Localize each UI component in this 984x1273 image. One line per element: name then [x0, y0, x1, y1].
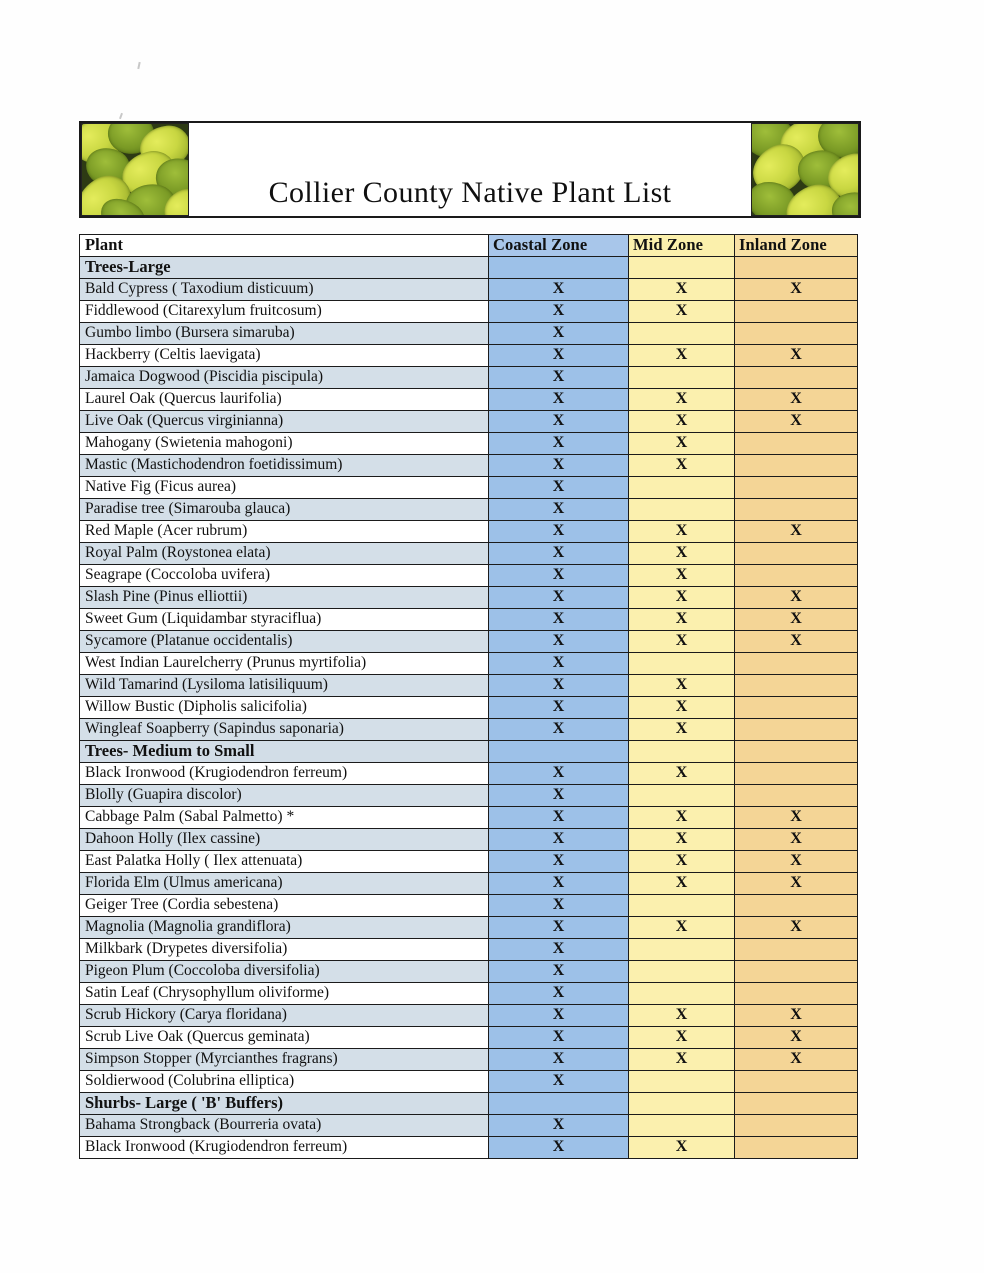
inland-zone-cell	[735, 1115, 858, 1137]
coastal-zone-cell: X	[489, 499, 629, 521]
inland-zone-cell	[735, 477, 858, 499]
plant-name-cell: Mastic (Mastichodendron foetidissimum)	[80, 455, 489, 477]
coastal-zone-cell: X	[489, 961, 629, 983]
coastal-zone-cell: X	[489, 565, 629, 587]
plant-name-cell: Scrub Live Oak (Quercus geminata)	[80, 1027, 489, 1049]
inland-zone-cell	[735, 697, 858, 719]
plant-name-cell: Bald Cypress ( Taxodium disticuum)	[80, 279, 489, 301]
plant-name-cell: Magnolia (Magnolia grandiflora)	[80, 917, 489, 939]
coastal-zone-cell: X	[489, 477, 629, 499]
mid-zone-cell: X	[629, 917, 735, 939]
mid-zone-cell: X	[629, 829, 735, 851]
plant-name-cell: Laurel Oak (Quercus laurifolia)	[80, 389, 489, 411]
mid-zone-cell: X	[629, 609, 735, 631]
plant-name-cell: Dahoon Holly (Ilex cassine)	[80, 829, 489, 851]
mid-zone-cell: X	[629, 851, 735, 873]
table-row	[80, 1115, 858, 1137]
table-row	[80, 983, 858, 1005]
mid-zone-cell: X	[629, 631, 735, 653]
inland-zone-cell	[735, 565, 858, 587]
coastal-zone-cell: X	[489, 697, 629, 719]
plant-name-cell: Red Maple (Acer rubrum)	[80, 521, 489, 543]
inland-zone-cell	[735, 1071, 858, 1093]
plant-name-cell: Jamaica Dogwood (Piscidia piscipula)	[80, 367, 489, 389]
coastal-zone-cell: X	[489, 785, 629, 807]
inland-zone-cell: X	[735, 873, 858, 895]
mid-zone-cell: X	[629, 521, 735, 543]
table-row	[80, 851, 858, 873]
plant-name-cell: Satin Leaf (Chrysophyllum oliviforme)	[80, 983, 489, 1005]
mid-zone-cell	[629, 653, 735, 675]
inland-zone-cell	[735, 895, 858, 917]
inland-zone-cell	[735, 939, 858, 961]
inland-zone-cell: X	[735, 587, 858, 609]
table-row	[80, 697, 858, 719]
mid-zone-cell: X	[629, 697, 735, 719]
plant-name-cell: Paradise tree (Simarouba glauca)	[80, 499, 489, 521]
table-row	[80, 785, 858, 807]
table-row	[80, 917, 858, 939]
mid-zone-cell: X	[629, 301, 735, 323]
inland-zone-cell: X	[735, 389, 858, 411]
leaf-decoration-left-icon	[81, 123, 189, 216]
mid-zone-cell	[629, 499, 735, 521]
plant-name-cell: Soldierwood (Colubrina elliptica)	[80, 1071, 489, 1093]
table-row	[80, 961, 858, 983]
coastal-zone-cell: X	[489, 829, 629, 851]
table-row	[80, 521, 858, 543]
table-body	[80, 257, 858, 1159]
inland-zone-cell: X	[735, 631, 858, 653]
table-row	[80, 939, 858, 961]
mid-zone-cell: X	[629, 873, 735, 895]
coastal-zone-cell: X	[489, 411, 629, 433]
table-row	[80, 345, 858, 367]
mid-zone-cell: X	[629, 455, 735, 477]
table-header	[80, 235, 858, 257]
table-row	[80, 1071, 858, 1093]
mid-zone-cell	[629, 323, 735, 345]
coastal-zone-cell	[489, 257, 629, 279]
coastal-zone-cell: X	[489, 873, 629, 895]
coastal-zone-cell: X	[489, 301, 629, 323]
table-row	[80, 1027, 858, 1049]
coastal-zone-cell: X	[489, 587, 629, 609]
coastal-zone-cell: X	[489, 1137, 629, 1159]
mid-zone-cell	[629, 1115, 735, 1137]
mid-zone-cell: X	[629, 719, 735, 741]
plant-name-cell: Black Ironwood (Krugiodendron ferreum)	[80, 1137, 489, 1159]
mid-zone-cell: X	[629, 543, 735, 565]
column-header-inland-zone: Inland Zone	[735, 235, 858, 257]
plant-name-cell: Wild Tamarind (Lysiloma latisiliquum)	[80, 675, 489, 697]
inland-zone-cell	[735, 323, 858, 345]
mid-zone-cell	[629, 895, 735, 917]
column-header-plant: Plant	[80, 235, 489, 257]
plant-name-cell: Royal Palm (Roystonea elata)	[80, 543, 489, 565]
plant-name-cell: Sweet Gum (Liquidambar styraciflua)	[80, 609, 489, 631]
inland-zone-cell	[735, 1093, 858, 1115]
plant-name-cell: Scrub Hickory (Carya floridana)	[80, 1005, 489, 1027]
table-row	[80, 323, 858, 345]
mid-zone-cell	[629, 785, 735, 807]
plant-name-cell: Black Ironwood (Krugiodendron ferreum)	[80, 763, 489, 785]
mid-zone-cell: X	[629, 807, 735, 829]
mid-zone-cell: X	[629, 433, 735, 455]
column-header-mid-zone: Mid Zone	[629, 235, 735, 257]
section-header-row	[80, 1093, 858, 1115]
table-row	[80, 499, 858, 521]
plant-name-cell: Wingleaf Soapberry (Sapindus saponaria)	[80, 719, 489, 741]
mid-zone-cell: X	[629, 587, 735, 609]
plant-name-cell: Native Fig (Ficus aurea)	[80, 477, 489, 499]
table-row	[80, 477, 858, 499]
plant-name-cell: Mahogany (Swietenia mahogoni)	[80, 433, 489, 455]
table-row	[80, 565, 858, 587]
coastal-zone-cell: X	[489, 895, 629, 917]
section-title: Trees-Large	[80, 257, 489, 279]
mid-zone-cell: X	[629, 675, 735, 697]
coastal-zone-cell: X	[489, 345, 629, 367]
inland-zone-cell	[735, 653, 858, 675]
table-row	[80, 829, 858, 851]
coastal-zone-cell: X	[489, 917, 629, 939]
mid-zone-cell: X	[629, 1027, 735, 1049]
mid-zone-cell: X	[629, 565, 735, 587]
coastal-zone-cell: X	[489, 1115, 629, 1137]
plant-name-cell: Simpson Stopper (Myrcianthes fragrans)	[80, 1049, 489, 1071]
inland-zone-cell: X	[735, 521, 858, 543]
coastal-zone-cell: X	[489, 455, 629, 477]
plant-name-cell: Gumbo limbo (Bursera simaruba)	[80, 323, 489, 345]
coastal-zone-cell: X	[489, 1049, 629, 1071]
inland-zone-cell: X	[735, 345, 858, 367]
plant-name-cell: Slash Pine (Pinus elliottii)	[80, 587, 489, 609]
plant-name-cell: Seagrape (Coccoloba uvifera)	[80, 565, 489, 587]
title-banner	[79, 121, 861, 218]
coastal-zone-cell: X	[489, 279, 629, 301]
inland-zone-cell	[735, 433, 858, 455]
plant-name-cell: Bahama Strongback (Bourreria ovata)	[80, 1115, 489, 1137]
coastal-zone-cell: X	[489, 609, 629, 631]
inland-zone-cell	[735, 499, 858, 521]
plant-name-cell: Willow Bustic (Dipholis salicifolia)	[80, 697, 489, 719]
inland-zone-cell	[735, 741, 858, 763]
mid-zone-cell	[629, 1071, 735, 1093]
coastal-zone-cell: X	[489, 631, 629, 653]
table-row	[80, 587, 858, 609]
inland-zone-cell	[735, 301, 858, 323]
table-row	[80, 763, 858, 785]
plant-name-cell: Fiddlewood (Citarexylum fruitcosum)	[80, 301, 489, 323]
plant-name-cell: Pigeon Plum (Coccoloba diversifolia)	[80, 961, 489, 983]
scan-artifact	[137, 62, 140, 69]
table-row	[80, 719, 858, 741]
table-row	[80, 873, 858, 895]
section-header-row	[80, 257, 858, 279]
coastal-zone-cell: X	[489, 851, 629, 873]
plant-name-cell: East Palatka Holly ( Ilex attenuata)	[80, 851, 489, 873]
plant-name-cell: Geiger Tree (Cordia sebestena)	[80, 895, 489, 917]
mid-zone-cell	[629, 257, 735, 279]
table-row	[80, 895, 858, 917]
table-row	[80, 609, 858, 631]
plant-name-cell: Cabbage Palm (Sabal Palmetto) *	[80, 807, 489, 829]
coastal-zone-cell: X	[489, 983, 629, 1005]
inland-zone-cell	[735, 785, 858, 807]
inland-zone-cell	[735, 719, 858, 741]
table-row	[80, 1049, 858, 1071]
inland-zone-cell: X	[735, 807, 858, 829]
mid-zone-cell: X	[629, 411, 735, 433]
section-title: Trees- Medium to Small	[80, 741, 489, 763]
plant-name-cell: Florida Elm (Ulmus americana)	[80, 873, 489, 895]
table-row	[80, 653, 858, 675]
inland-zone-cell	[735, 961, 858, 983]
mid-zone-cell: X	[629, 279, 735, 301]
table-row	[80, 389, 858, 411]
inland-zone-cell: X	[735, 411, 858, 433]
coastal-zone-cell: X	[489, 653, 629, 675]
coastal-zone-cell: X	[489, 543, 629, 565]
coastal-zone-cell: X	[489, 367, 629, 389]
coastal-zone-cell	[489, 1093, 629, 1115]
table-row	[80, 279, 858, 301]
inland-zone-cell	[735, 675, 858, 697]
mid-zone-cell	[629, 983, 735, 1005]
mid-zone-cell: X	[629, 345, 735, 367]
coastal-zone-cell: X	[489, 1005, 629, 1027]
plant-name-cell: Hackberry (Celtis laevigata)	[80, 345, 489, 367]
plant-name-cell: Sycamore (Platanue occidentalis)	[80, 631, 489, 653]
coastal-zone-cell: X	[489, 521, 629, 543]
table-header-row	[80, 235, 858, 257]
native-plant-table	[79, 234, 858, 1159]
section-header-row	[80, 741, 858, 763]
mid-zone-cell: X	[629, 1049, 735, 1071]
inland-zone-cell: X	[735, 279, 858, 301]
mid-zone-cell: X	[629, 1005, 735, 1027]
table-row	[80, 301, 858, 323]
scan-artifact	[119, 113, 123, 119]
mid-zone-cell	[629, 1093, 735, 1115]
table-row	[80, 411, 858, 433]
section-title: Shurbs- Large ( 'B' Buffers)	[80, 1093, 489, 1115]
mid-zone-cell	[629, 939, 735, 961]
inland-zone-cell	[735, 367, 858, 389]
table-row	[80, 455, 858, 477]
coastal-zone-cell: X	[489, 323, 629, 345]
plant-name-cell: Milkbark (Drypetes diversifolia)	[80, 939, 489, 961]
coastal-zone-cell: X	[489, 939, 629, 961]
table-row	[80, 675, 858, 697]
mid-zone-cell	[629, 961, 735, 983]
leaf-decoration-right-icon	[751, 123, 859, 216]
coastal-zone-cell: X	[489, 1027, 629, 1049]
inland-zone-cell	[735, 257, 858, 279]
inland-zone-cell	[735, 983, 858, 1005]
coastal-zone-cell: X	[489, 675, 629, 697]
mid-zone-cell: X	[629, 763, 735, 785]
inland-zone-cell: X	[735, 829, 858, 851]
coastal-zone-cell: X	[489, 1071, 629, 1093]
table-row	[80, 433, 858, 455]
mid-zone-cell: X	[629, 389, 735, 411]
plant-name-cell: Live Oak (Quercus virginianna)	[80, 411, 489, 433]
inland-zone-cell: X	[735, 851, 858, 873]
inland-zone-cell: X	[735, 1005, 858, 1027]
inland-zone-cell	[735, 455, 858, 477]
plant-name-cell: West Indian Laurelcherry (Prunus myrtifolia)	[80, 653, 489, 675]
inland-zone-cell: X	[735, 1027, 858, 1049]
table-row	[80, 367, 858, 389]
page-title: Collier County Native Plant List	[268, 176, 672, 209]
coastal-zone-cell: X	[489, 807, 629, 829]
mid-zone-cell	[629, 367, 735, 389]
table-row	[80, 543, 858, 565]
coastal-zone-cell: X	[489, 719, 629, 741]
coastal-zone-cell: X	[489, 389, 629, 411]
table-row	[80, 1137, 858, 1159]
title-center-panel	[189, 123, 751, 216]
inland-zone-cell: X	[735, 609, 858, 631]
coastal-zone-cell: X	[489, 433, 629, 455]
inland-zone-cell	[735, 763, 858, 785]
mid-zone-cell	[629, 741, 735, 763]
inland-zone-cell	[735, 1137, 858, 1159]
inland-zone-cell: X	[735, 917, 858, 939]
mid-zone-cell	[629, 477, 735, 499]
column-header-coastal-zone: Coastal Zone	[489, 235, 629, 257]
coastal-zone-cell	[489, 741, 629, 763]
table-row	[80, 631, 858, 653]
table-row	[80, 1005, 858, 1027]
plant-name-cell: Blolly (Guapira discolor)	[80, 785, 489, 807]
inland-zone-cell	[735, 543, 858, 565]
coastal-zone-cell: X	[489, 763, 629, 785]
table-row	[80, 807, 858, 829]
mid-zone-cell: X	[629, 1137, 735, 1159]
inland-zone-cell: X	[735, 1049, 858, 1071]
